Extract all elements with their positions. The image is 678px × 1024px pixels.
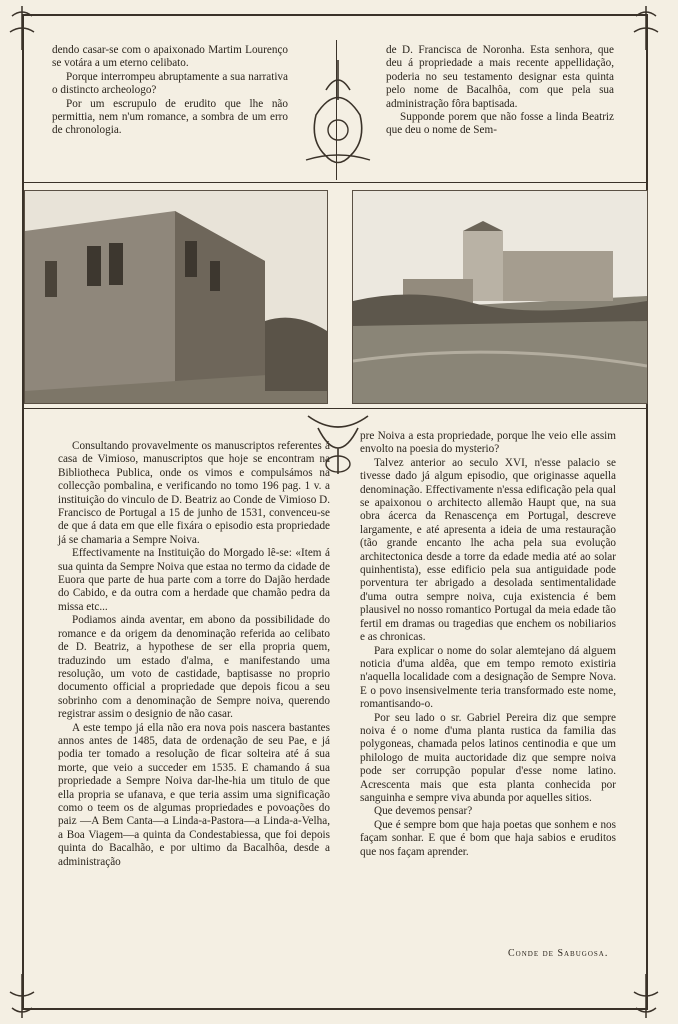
top-right-paragraph: Supponde porem que não fosse a linda Beatriz que deu o nome de Sem- — [386, 111, 614, 137]
main-right-column — [360, 430, 616, 859]
top-left-paragraph: Por um escrupulo de erudito que lhe não permittia, nem n'um romance, a sombra de um erro de chronologia. — [52, 97, 288, 137]
corner-bottom-left-ornament-icon — [6, 972, 38, 1020]
corner-top-right-ornament-icon — [630, 4, 662, 52]
main-right-paragraph: Que devemos pensar? — [374, 805, 473, 818]
corner-top-left-ornament-icon — [6, 4, 38, 52]
corner-bottom-right-ornament-icon — [630, 972, 662, 1020]
main-left-column — [58, 440, 330, 869]
main-left-paragraph: Consultando provavelmente os manuscriptos referentes á casa de Vimioso, manuscriptos que hoje se encontram na Bibliotheca Publica, onde os vimos e compulsámos na collecção pombalina, e verificando no tomo 196 pag. 1 v. a instituição do vinculo de D. Beatriz ao Conde de Vimioso D. Francisco de Portugal a 15 de junho de 1531, convenceu-se de que á data em que elle fixára o episodio esta propriedade já se chamaria a Sempre Noiva. — [58, 440, 330, 546]
frame-bottom-border — [22, 1008, 648, 1010]
main-left-paragraph: Podiamos ainda aventar, em abono da possibilidade do romance e da origem da denominação referida ao celibato de D. Beatriz, a hypothese de ser ella propria quem, traduzindo um estado d'alma, e manifestando uma resolução, um voto de castidade, baptisasse no proprio documento official a propriedade que depois ficou a seu sobrinho com a denominação de Sempre noiva, querendo registrar assim o designio de não casar. — [58, 614, 330, 721]
main-right-paragraph: Para explicar o nome do solar alemtejano dá alguem noticia d'uma aldêa, que em tempo remoto existiria n'aquella localidade com a designação de Sempre Nova. E o povo insensivelmente teria transformado este nome, romantisando-o. — [360, 644, 616, 711]
main-right-paragraph: Por seu lado o sr. Gabriel Pereira diz que sempre noiva é o nome d'uma planta rustica da familia das polygoneas, chamada pelos latinos centinodia e que um philologo de muita auctoridade diz que sempre noiva pode ser corrupção popular d'esse nome latino. Acrescenta mais que esta planta conhecida por sanguinha e sempre viva abunda por aquelles sitios. — [360, 711, 616, 804]
main-right-paragraph: Que é sempre bom que haja poetas que sonhem e nos façam sonhar. E que é bom que haja sabios e eruditos que nos façam aprender. — [360, 818, 616, 858]
top-left-paragraph: Porque interrompeu abruptamente a sua narrativa o distincto archeologo? — [52, 70, 288, 97]
top-center-ornament-icon — [296, 60, 380, 180]
photo-palace-facade — [24, 190, 328, 404]
author-signature: Conde de Sabugosa. — [508, 948, 609, 959]
frame-top-border — [22, 14, 648, 16]
photo-palace-landscape — [352, 190, 648, 404]
frame-left-border — [22, 14, 24, 1010]
frame-right-border — [646, 14, 648, 1010]
main-left-paragraph: Effectivamente na Instituição do Morgado lê-se: «Item á sua quinta da Sempre Noiva que estaa no termo da cidade de Euora que parte de hua parte com a torre do Dajão herdade do Cabido, e da outra com a herdade que chamão pedra da missa etc... — [58, 547, 330, 613]
main-right-paragraph: Talvez anterior ao seculo XVI, n'esse palacio se tivesse dado já algum episodio, que originasse aquella denominação. Effectivamente n'essa edificação pela qual se apaixonou o architecto allemão Haupt que, na sua obra ácerca da Renascença em Portugal, descreve largamente, e até apresenta a ideia de uma restauração (tão grande encanto lhe acha pela sua evolução architectonica desde a torre da edade media até ao solar quinhentista), esse edificio pela sua antiguidade pode porventura ter abrigado a desolada sentimentalidade d'uma outra sempre noiva, cuja existencia é bem plausivel no nosso romantico Portugal da meia edade tão fertil em dramas ou tragedias que enchem os nobiliarios e as chronicas. — [360, 456, 616, 644]
top-right-text-block — [386, 44, 614, 138]
main-right-paragraph: pre Noiva a esta propriedade, porque lhe veio elle assim envolto na poesia do mysterio? — [360, 430, 616, 456]
top-left-text-block — [52, 44, 288, 138]
frame-divider-upper — [22, 182, 648, 183]
top-left-paragraph: dendo casar-se com o apaixonado Martim Lourenço se votára a um eterno celibato. — [52, 44, 288, 70]
top-right-paragraph: de D. Francisca de Noronha. Esta senhora, que deu á propriedade a mais recente appellidação, poderia no seu testamento designar esta quinta pelo nome de Bacalhôa, com que pela sua administração fôra baptisada. — [386, 44, 614, 110]
main-left-paragraph: A este tempo já ella não era nova pois nascera bastantes annos antes de 1485, data de ordenação de seu Pae, e já podia ter tomado a resolução de ficar solteira até á sua morte, que veio a succeder em 1535. E chamando á sua propriedade a Sempre Noiva dar-lhe-hia um titulo de que ella propria se ufanava, e que teria assim uma significação como o teem os de algumas propriedades e povoações do paiz —A Bem Canta—a Linda-a-Pastora—a Linda-a-Velha, a Boa Viagem—a quinta da Condestabiessa, que foi depois quinta do Bacalhão, e por ultimo da Bacalhôa, desde a administração — [58, 721, 330, 868]
